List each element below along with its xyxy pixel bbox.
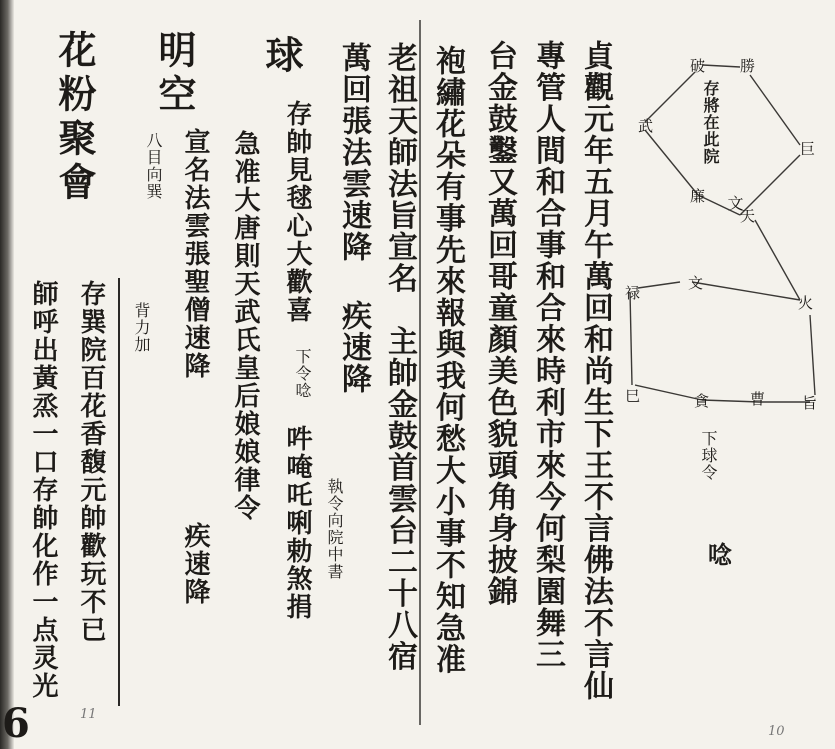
diagram-under-label: 下球令 [699, 430, 718, 481]
title-mingkong: 明空 [152, 30, 197, 118]
left-col-c-end: 吽唵吒唎勅煞捐 [282, 425, 312, 621]
left-col-b: 急准大唐則天武氏皇后娘娘律令 [230, 130, 260, 522]
node-ju: 巨 [800, 140, 816, 158]
node-tan: 貪 [694, 392, 710, 410]
left-col-c-small: 下令唸 [293, 348, 312, 399]
node-wu: 武 [638, 117, 654, 135]
node-huo: 火 [798, 294, 814, 312]
left-col-a-end: 疾速降 [180, 522, 210, 606]
right-col-5: 老祖天師法旨宣名 主帥金鼓首雲台二十八宿 [382, 42, 417, 672]
node-tian: 天 [740, 207, 756, 225]
star-chart-lines [610, 30, 835, 450]
left-col-a: 宣名法雲張聖僧速降 [180, 128, 210, 380]
node-si: 巳 [625, 387, 641, 405]
page-fold-line [419, 20, 421, 725]
left-col-e: 師呼出黃烝一口存帥化作一点灵光 [28, 280, 58, 700]
diagram-under-char: 唸 [708, 540, 732, 569]
node-zhi: 旨 [802, 394, 818, 412]
right-col-6b: 疾速降 [336, 300, 371, 395]
node-po: 破 [690, 57, 706, 75]
right-col-6a: 萬回張法雲速降 [336, 42, 371, 263]
right-col-2: 專管人間和合事和合來時利市來今何梨園舞三 [530, 40, 565, 670]
star-chart-diagram [610, 30, 835, 481]
right-col-1: 貞觀元年五月午萬回和尚生下王不言佛法不言仙 [578, 40, 613, 702]
node-sheng: 勝 [740, 57, 756, 75]
small-note: 執令向院中書 [325, 478, 344, 580]
right-col-4: 袍繡花朵有事先來報與我何愁大小事不知急准 [430, 45, 465, 675]
node-cao: 曹 [750, 390, 766, 408]
left-col-c: 存帥見毬心大歡喜 [282, 100, 312, 324]
right-col-3: 台金鼓鑿又萬回哥童顏美色貌頭角身披錦 [482, 40, 517, 607]
left-page-number: 11 [80, 707, 97, 722]
node-lian: 廉 [690, 187, 706, 205]
corner-mark: 6 [2, 700, 30, 747]
title-huafen: 花粉聚會 [52, 30, 97, 206]
node-lu: 禄 [625, 284, 641, 302]
left-col-d: 存巽院百花香馥元帥歡玩不已 [76, 280, 106, 644]
diagram-side-char: 文 [725, 195, 744, 212]
bracket-line [118, 278, 120, 706]
title-qiu: 球 [259, 35, 304, 79]
node-wen: 文 [688, 274, 704, 292]
left-note-2: 背力加 [132, 302, 151, 353]
book-spine-edge [0, 0, 14, 749]
diagram-vertical-text: 存將在此院 [701, 80, 720, 165]
right-page-number: 10 [768, 724, 785, 739]
left-note-1: 八目向巽 [144, 132, 163, 200]
